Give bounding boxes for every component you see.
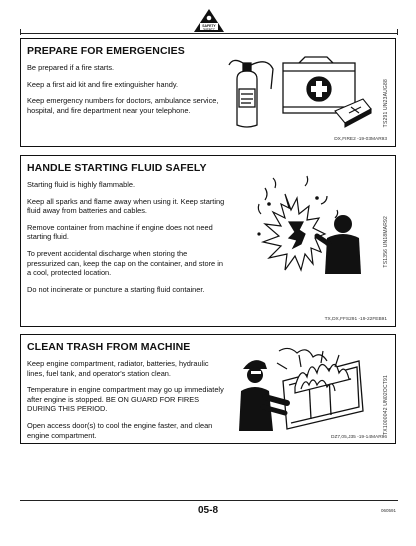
paragraph: To prevent accidental discharge when storing the pressurized can, keep the cap on the container, and store in a cool, protected location. (27, 248, 223, 278)
paragraph: Starting fluid is highly flammable. (27, 180, 136, 189)
paragraph: Be prepared if a fire starts. (27, 63, 115, 72)
section-clean-trash (20, 334, 396, 444)
fire-extinguisher-icon (229, 60, 273, 127)
paragraph: Keep all sparks and flame away when using it. Keep starting fluid away from batteries and cables. (27, 196, 225, 216)
starting-fluid-explosion-illustration (255, 174, 365, 284)
bottom-reference-code: TX,DX,FFS291 -19-22FEB91 (324, 317, 387, 322)
safety-alert-icon (192, 8, 226, 34)
badge-line-2: SAFETY (203, 26, 215, 31)
section-handle-starting-fluid (20, 155, 396, 327)
page-code: 060591 (380, 508, 396, 513)
paragraph: Open access door(s) to cool the engine faster, and clean engine compartment. (27, 420, 213, 440)
badge-line-1: SAFETY (202, 23, 216, 28)
section-body (27, 63, 227, 122)
top-rule-tick-left (20, 29, 21, 35)
side-reference-code: TS1356 UN18MAR92 (383, 216, 389, 268)
top-rule-tick-right (397, 29, 398, 35)
fire-extinguisher-first-aid-illustration (223, 49, 373, 131)
first-aid-kit-icon (283, 57, 355, 113)
worker-with-hardhat-icon (239, 360, 287, 431)
section-body (27, 180, 227, 301)
explosion-icon (258, 176, 338, 270)
person-silhouette-icon (317, 215, 361, 274)
side-reference-code: TS291 UN23AUG88 (383, 79, 389, 128)
paragraph: Temperature in engine compartment may go up immediately after engine is stopped. BE ON GUARD FOR FIRES DURING THIS PERIOD. (27, 385, 224, 414)
page-number: 05-8 (197, 505, 218, 516)
paragraph: Do not incinerate or puncture a starting fluid container. (27, 284, 205, 294)
paragraph: Keep engine compartment, radiator, batteries, hydraulic lines, fuel tank, and operator's station clean. (27, 359, 209, 378)
footer-rule (20, 500, 398, 501)
section-title: CLEAN TRASH FROM MACHINE (27, 341, 191, 353)
section-title: HANDLE STARTING FLUID SAFELY (27, 162, 207, 174)
bottom-reference-code: DZ7,05,J35 -19-14MAR96 (331, 435, 387, 440)
section-prepare-for-emergencies (20, 38, 396, 147)
engine-fire-cleaning-illustration (239, 341, 369, 433)
paragraph: Keep emergency numbers for doctors, ambulance service, hospital, and fire department near your telephone. (27, 96, 219, 115)
paragraph: Remove container from machine if engine does not need starting fluid. (27, 222, 213, 242)
section-body (27, 359, 227, 447)
side-reference-code: TX1000042 UN02OCT91 (383, 375, 389, 435)
paragraph: Keep a first aid kit and fire extinguisher handy. (27, 79, 179, 89)
section-title: PREPARE FOR EMERGENCIES (27, 45, 185, 57)
bottom-reference-code: DX,FIRE2 -19-03MAR93 (334, 137, 387, 142)
